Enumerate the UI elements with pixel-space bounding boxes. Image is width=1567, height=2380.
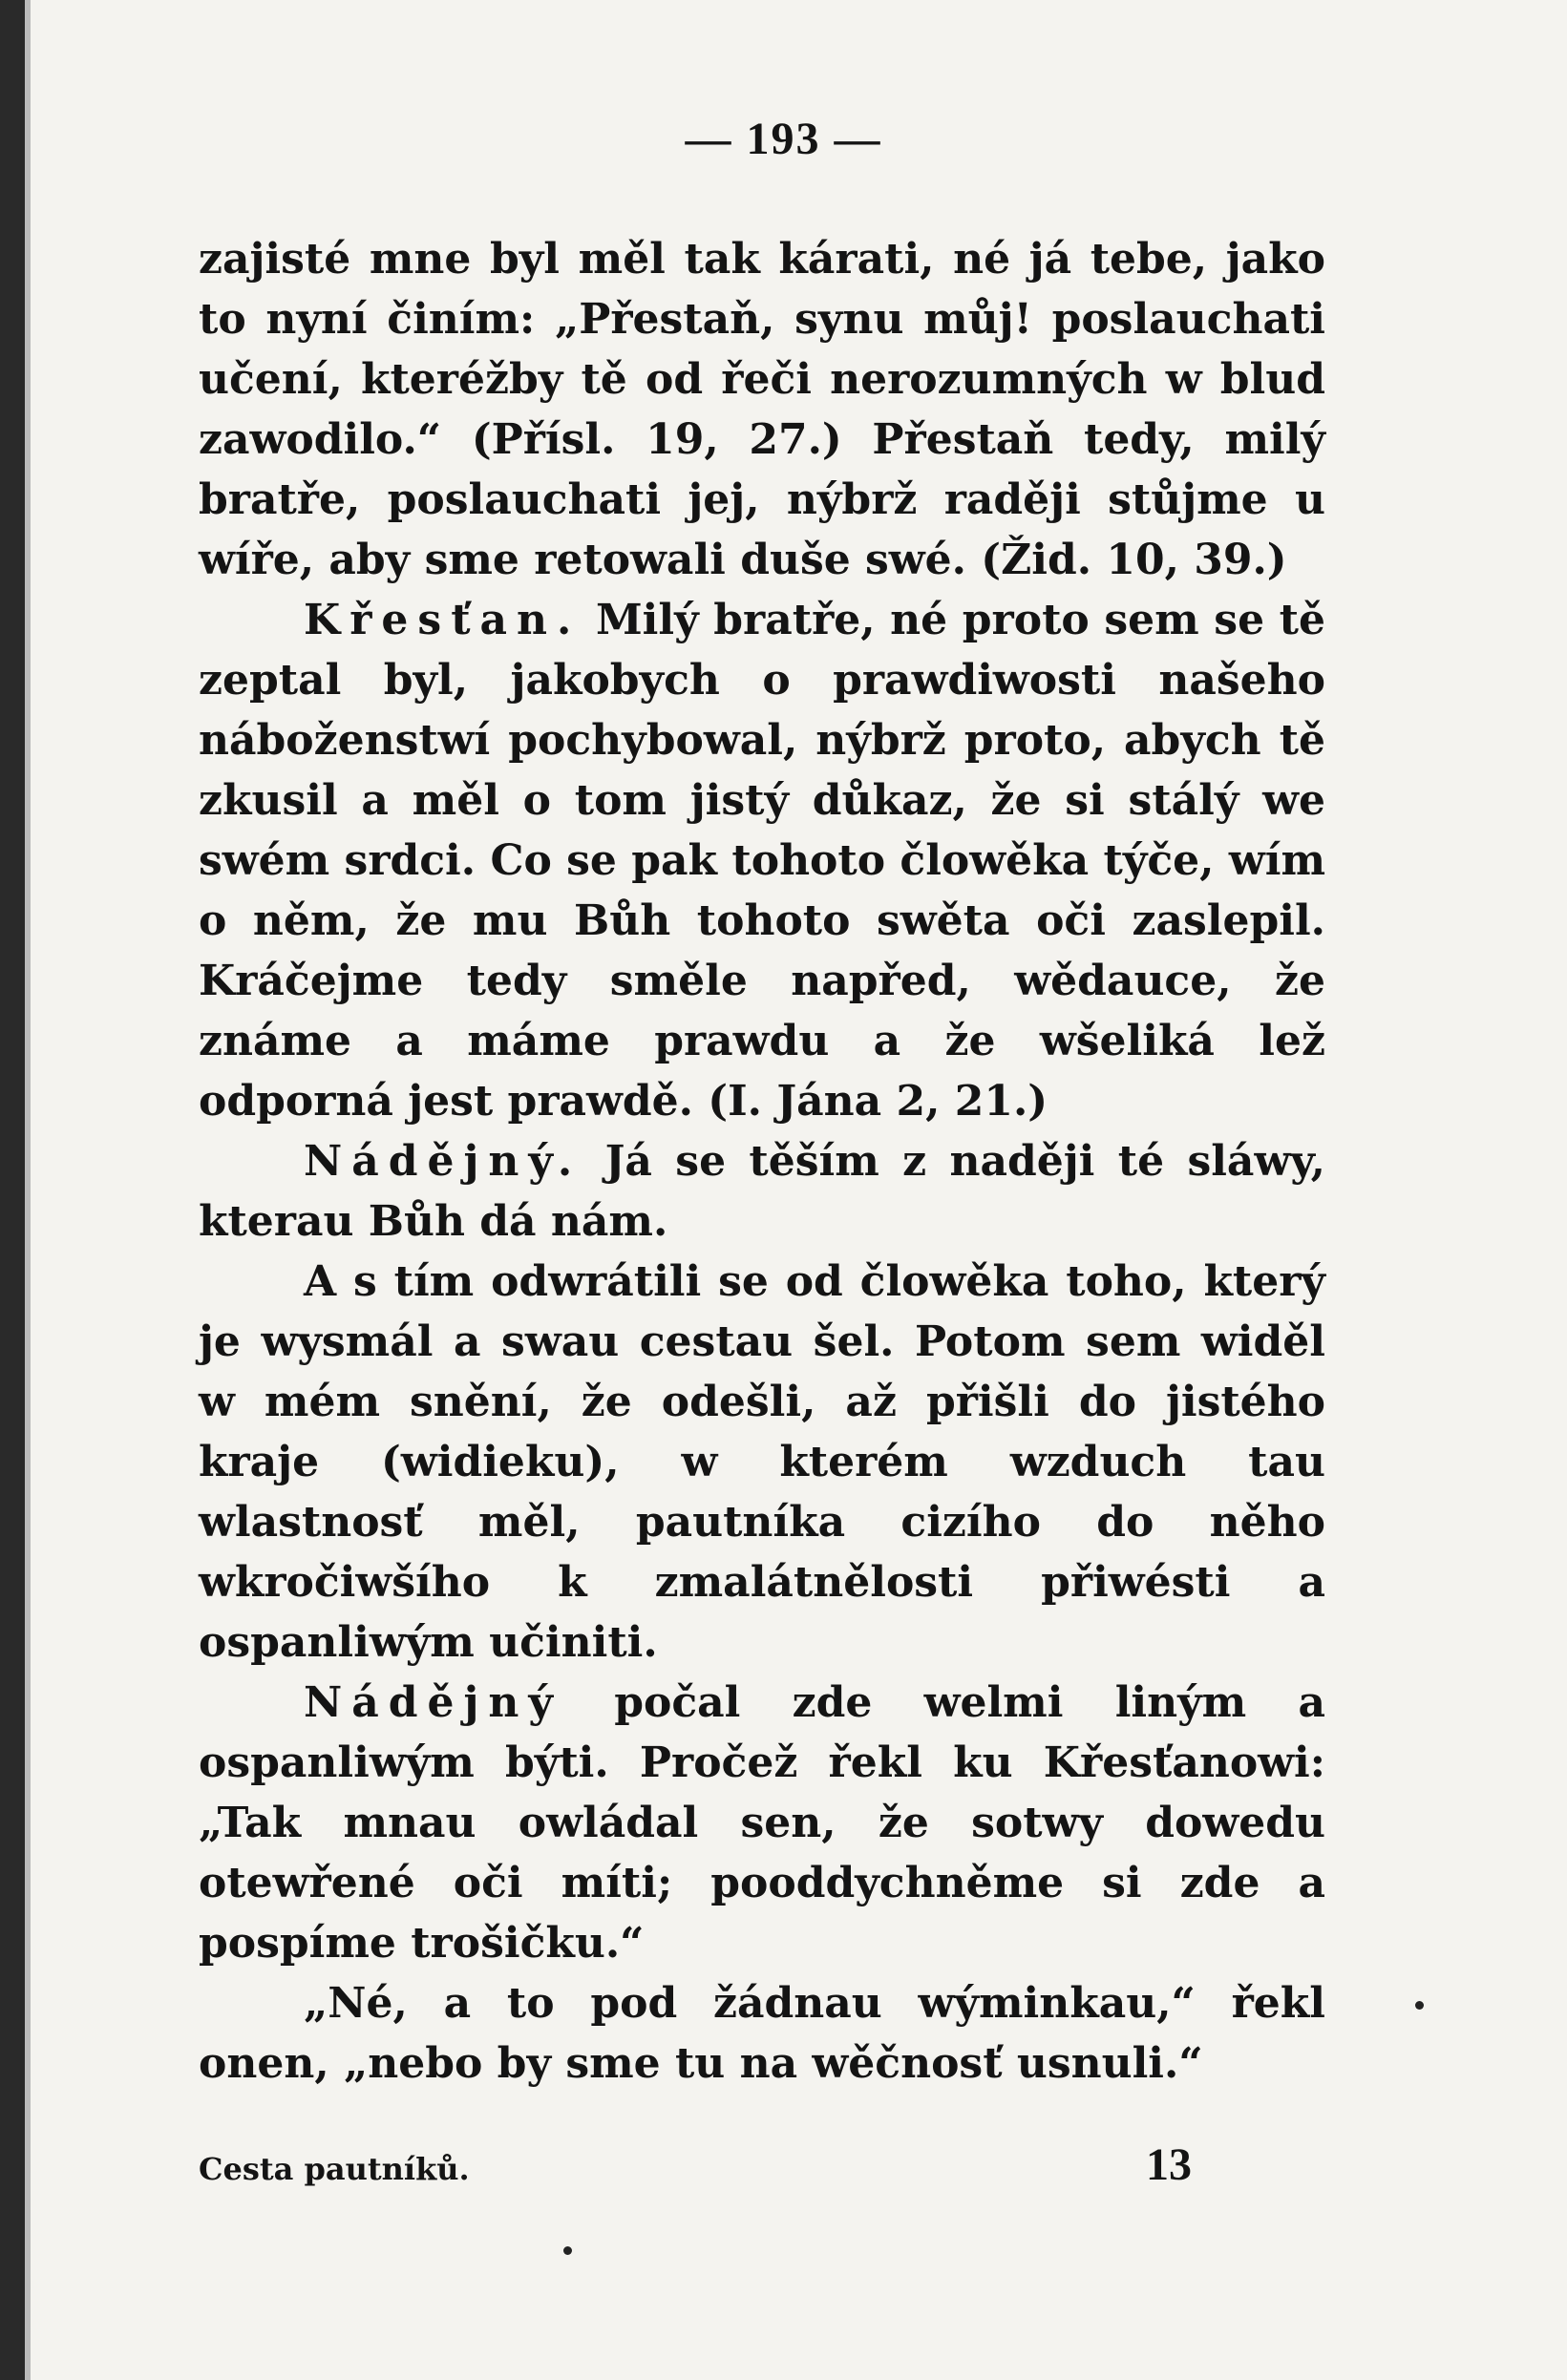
paragraph-6 (199, 1973, 1325, 2094)
sheet-number: 13 (1146, 2139, 1192, 2190)
ink-speck (563, 2246, 572, 2255)
ink-speck (1415, 2001, 1424, 2010)
paragraph-text: Milý bratře, né proto sem se tě zeptal byl, jakobych o prawdiwosti našeho náboženstwí pochybowal, nýbrž proto, abych tě zkusil a měl o tom jistý důkaz, že si stálý we swém srdci. Co se pak tohoto člowěka týče, wím o něm, že mu Bůh tohoto swěta oči zaslepil. Kráčejme tedy směle napřed, wědauce, že známe a máme prawdu a že wšeliká lež odporná jest prawdě. (I. Jána 2, 21.) (199, 596, 1325, 1126)
paragraph-text: A s tím odwrátili se od člowěka toho, který je wysmál a swau cestau šel. Potom sem widěl w mém snění, že odešli, až přišli do jistého kraje (widieku), w kterém wzduch tau wlastnosť měl, pautníka cizího do něho wkročiwšího k zmalátnělosti přiwésti a ospanliwým učiniti. (199, 1257, 1325, 1667)
page-edge-highlight (25, 0, 31, 2380)
paragraph-2 (199, 590, 1325, 1131)
speaker-name: Křesťan. (304, 596, 582, 644)
paragraph-text: „Né, a to pod žádnau wýminkau,“ řekl onen, „nebo by sme tu na wěčnosť usnuli.“ (199, 1979, 1325, 2088)
page-edge-shadow (0, 0, 25, 2380)
paragraph-4 (199, 1252, 1325, 1673)
page-footer (199, 2138, 1192, 2191)
page-number-header: — 193 — (685, 114, 882, 164)
paragraph-1 (199, 229, 1325, 590)
paragraph-text: počal zde welmi liným a ospanliwým býti. Pročež řekl ku Křesťanowi: „Tak mnau owládal sen, že sotwy dowedu otewřené oči míti; pooddychněme si zde a pospíme trošičku.“ (199, 1678, 1325, 1968)
speaker-name: Nádějný (304, 1678, 562, 1727)
paragraph-5 (199, 1673, 1325, 1973)
paragraph-text: zajisté mne byl měl tak kárati, né já tebe, jako to nyní činím: „Přestaň, synu můj! poslauchati učení, kteréžby tě od řeči nerozumných w blud zawodilo.“ (Přísl. 19, 27.) Přestaň tedy, milý bratře, poslauchati jej, nýbrž raději stůjme u wíře, aby sme retowali duše swé. (Žid. 10, 39.) (199, 235, 1325, 584)
body-text (199, 229, 1325, 2094)
paragraph-text: Já se těším z naději té sláwy, kterau Bůh dá nám. (199, 1137, 1325, 1246)
speaker-name: Nádějný. (304, 1137, 582, 1186)
paragraph-3 (199, 1131, 1325, 1252)
signature-mark: Cesta pautníků. (199, 2151, 470, 2187)
